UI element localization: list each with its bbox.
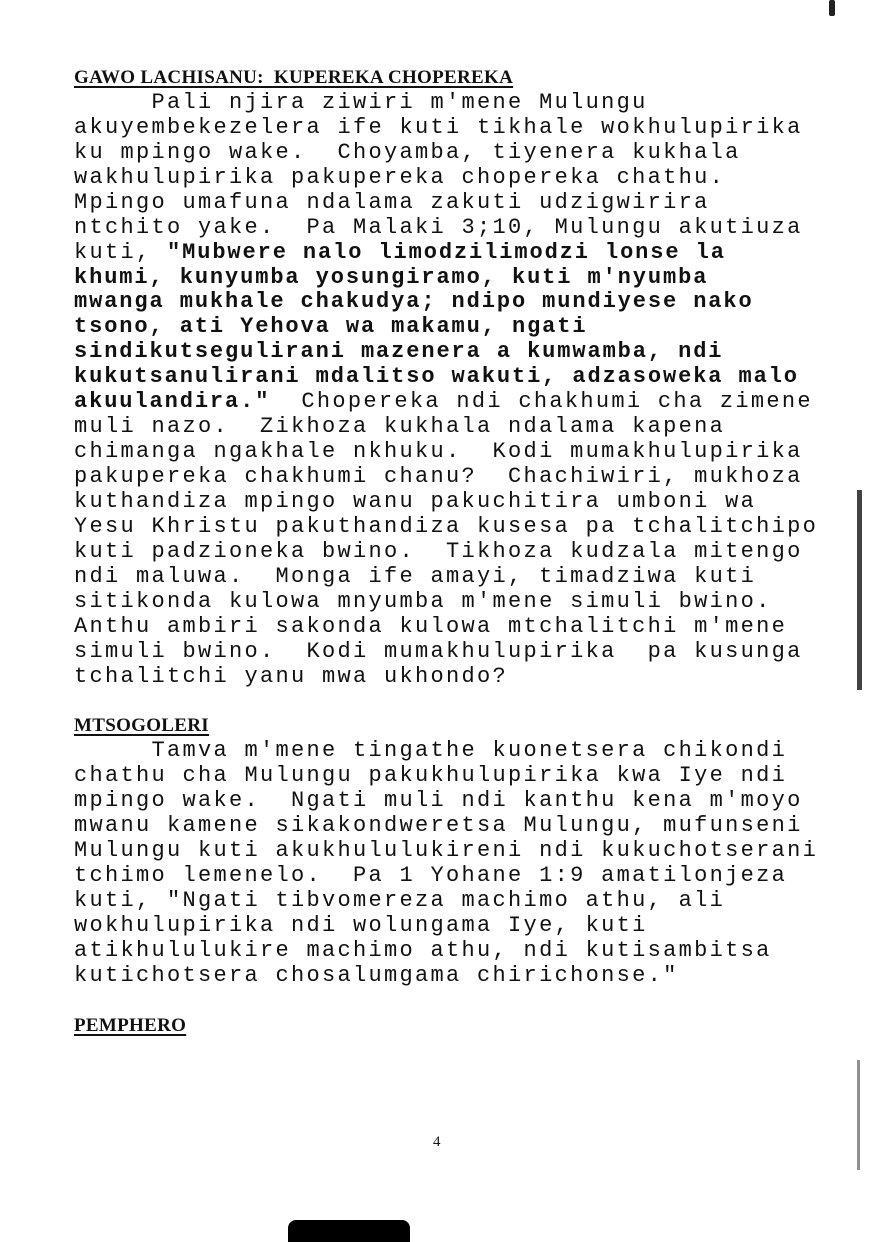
text-line <box>74 665 854 690</box>
body-text: kuti, "Ngati tibvomereza machimo athu, ali <box>74 887 726 913</box>
body-text: akuyembekezelera ife kuti tikhale wokhulupirika <box>74 114 803 140</box>
bold-scripture-text: tsono, ati Yehova wa makamu, ngati <box>74 314 588 340</box>
text-line <box>74 141 854 166</box>
body-text: kuthandiza mpingo wanu pakuchitira umboni wa <box>74 488 757 514</box>
bold-scripture-text: akuulandira." <box>74 389 271 415</box>
text-line <box>74 116 854 141</box>
text-line <box>74 615 854 640</box>
body-text: Anthu ambiri sakonda kulowa mtchalitchi m'mene <box>74 613 788 639</box>
body-text: mwanu kamene sikakondweretsa Mulungu, mufunseni <box>74 813 803 839</box>
body-text: tchalitchi yanu mwa ukhondo? <box>74 663 509 689</box>
body-text: ku mpingo wake. Choyamba, tiyenera kukhala <box>74 139 741 165</box>
body-text: wakhulupirika pakupereka chopereka chathu. <box>74 164 726 190</box>
body-text: atikhululukire machimo athu, ndi kutisambitsa <box>74 937 772 963</box>
page-number: 4 <box>433 1134 441 1150</box>
text-line <box>74 565 854 590</box>
text-line <box>74 889 854 914</box>
scan-mark-top-right <box>829 0 835 16</box>
body-text: ndi maluwa. Monga ife amayi, timadziwa kuti <box>74 563 757 589</box>
text-line <box>74 640 854 665</box>
body-text: muli nazo. Zikhoza kukhala ndalama kapena <box>74 414 726 440</box>
text-line <box>74 590 854 615</box>
text-line <box>74 490 854 515</box>
body-text: kutichotsera chosalumgama chirichonse." <box>74 962 679 988</box>
body-text: Tamva m'mene tingathe kuonetsera chikondi <box>74 738 788 764</box>
body-text: tchimo lemenelo. Pa 1 Yohane 1:9 amatilonjeza <box>74 863 788 888</box>
bold-scripture-text: sindikutsegulirani mazenera a kumwamba, ndi <box>74 339 724 365</box>
bold-scripture-text: "Mubwere nalo limodzilimodzi lonse la <box>167 239 726 265</box>
text-line <box>74 964 854 989</box>
heading-line <box>74 66 854 91</box>
body-text: simuli bwino. Kodi mumakhulupirika pa kusunga <box>74 638 803 664</box>
body-text: kuti, <box>74 239 168 265</box>
text-line <box>74 241 854 266</box>
blank-line <box>74 989 854 1014</box>
heading-line <box>74 1014 854 1039</box>
body-text: Chopereka ndi chakhumi cha zimene <box>270 389 813 415</box>
text-line <box>74 290 854 315</box>
scan-mark-right-edge-lower <box>857 1060 860 1170</box>
text-line <box>74 315 854 340</box>
bold-scripture-text: khumi, kunyumba yosungiramo, kuti m'nyumba <box>74 264 709 290</box>
text-line <box>74 739 854 764</box>
body-text: Pali njira ziwiri m'mene Mulungu <box>74 89 648 115</box>
scan-mark-right-edge <box>857 490 862 690</box>
body-text: wokhulupirika ndi wolungama Iye, kuti <box>74 912 648 938</box>
text-line <box>74 191 854 216</box>
bold-scripture-text: mwanga mukhale chakudya; ndipo mundiyese nako <box>74 289 754 315</box>
text-line <box>74 914 854 939</box>
text-line <box>74 365 854 390</box>
body-text: Mpingo umafuna ndalama zakuti udzigwirira <box>74 189 710 215</box>
text-line <box>74 465 854 490</box>
body-text: pakupereka chakhumi chanu? Chachiwiri, mukhoza <box>74 464 803 489</box>
text-line <box>74 266 854 291</box>
text-line <box>74 515 854 540</box>
text-line <box>74 540 854 565</box>
document-body <box>74 66 854 1039</box>
text-line <box>74 390 854 415</box>
body-text: chathu cha Mulungu pakukhulupirika kwa Iye ndi <box>74 763 788 789</box>
body-text: sitikonda kulowa mnyumba m'mene simuli bwino. <box>74 588 772 614</box>
body-text: Yesu Khristu pakuthandiza kusesa pa tchalitchipo <box>74 513 819 539</box>
body-text: ntchito yake. Pa Malaki 3;10, Mulungu akutiuza <box>74 214 803 240</box>
text-line <box>74 789 854 814</box>
blank-line <box>74 689 854 714</box>
body-text: chimanga ngakhale nkhuku. Kodi mumakhulupirika <box>74 439 803 465</box>
body-text: Mulungu kuti akukhululukireni ndi kukuchotserani <box>74 838 819 864</box>
section-heading: PEMPHERO <box>74 1014 187 1036</box>
text-line <box>74 440 854 465</box>
text-line <box>74 764 854 789</box>
text-line <box>74 91 854 116</box>
section-heading: MTSOGOLERI <box>74 715 209 737</box>
text-line <box>74 216 854 241</box>
body-text: kuti padzioneka bwino. Tikhoza kudzala mitengo <box>74 538 803 564</box>
body-text: mpingo wake. Ngati muli ndi kanthu kena m'moyo <box>74 788 803 814</box>
text-line <box>74 839 854 864</box>
text-line <box>74 864 854 889</box>
text-line <box>74 814 854 839</box>
section-heading: GAWO LACHISANU: KUPEREKA CHOPEREKA <box>74 67 514 88</box>
text-line <box>74 415 854 440</box>
text-line <box>74 166 854 191</box>
text-line <box>74 340 854 365</box>
heading-line <box>74 714 854 739</box>
bold-scripture-text: kukutsanulirani mdalitso wakuti, adzasoweka malo <box>74 364 799 390</box>
text-line <box>74 939 854 964</box>
